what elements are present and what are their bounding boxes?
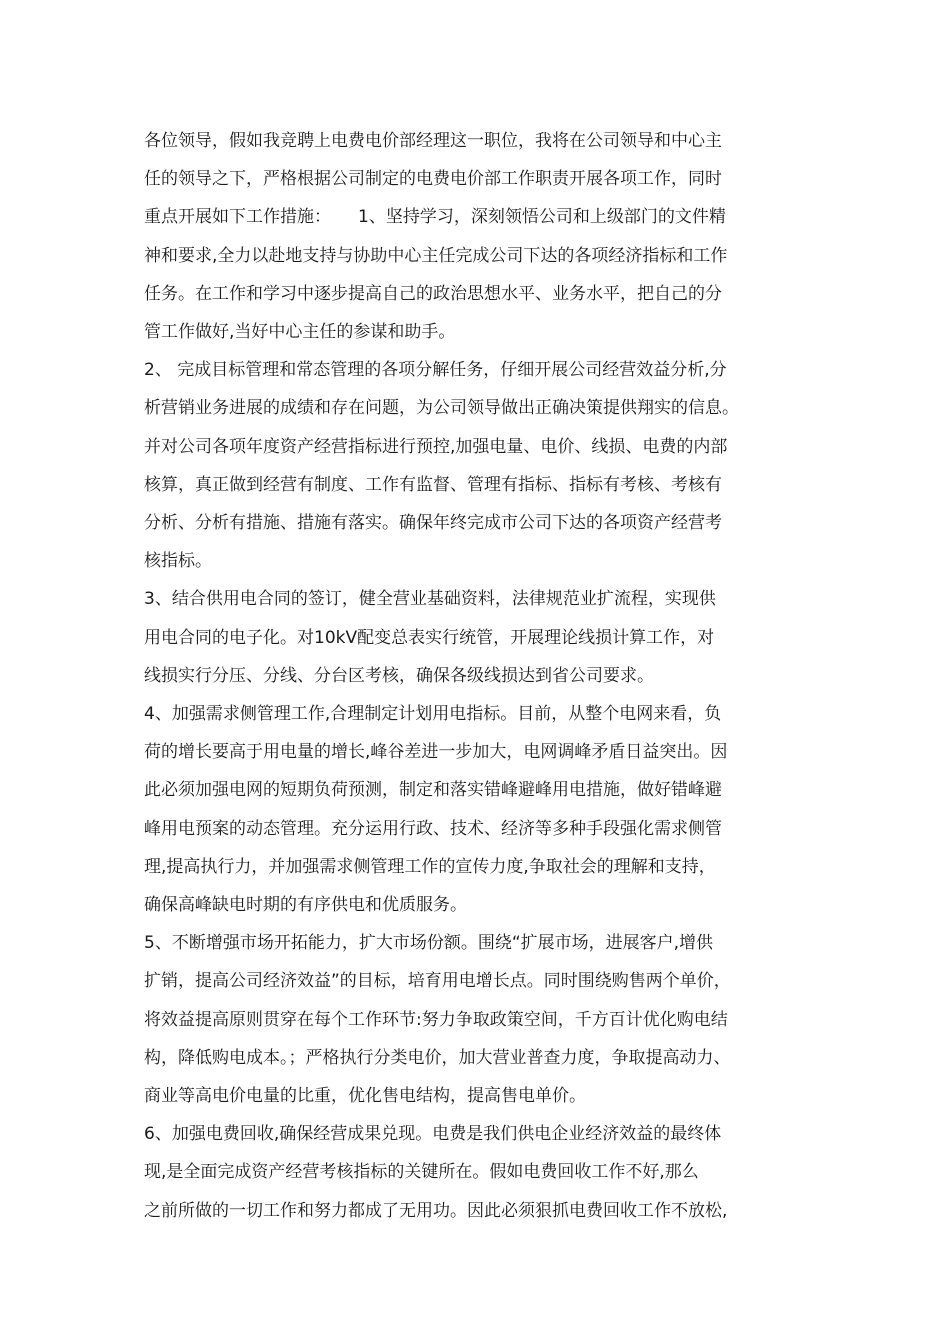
text-line: 此必须加强电网的短期负荷预测，制定和落实错峰避峰用电措施，做好错峰避 — [144, 780, 722, 801]
text-line: 6、加强电费回收,确保经营成果兑现。电费是我们供电企业经济效益的最终体 — [144, 1124, 722, 1145]
text-line: 分析、分析有措施、措施有落实。确保年终完成市公司下达的各项资产经营考 — [144, 513, 722, 534]
text-line: 任务。在工作和学习中逐步提高自己的政治思想水平、业务水平，把自己的分 — [144, 283, 722, 304]
paragraph-item-5 — [144, 924, 808, 1115]
text-line: 确保高峰缺电时期的有序供电和优质服务。 — [144, 895, 467, 916]
text-line: 5、不断增强市场开拓能力，扩大市场份额。围绕“扩展市场，进展客户,增供 — [144, 933, 714, 954]
text-line: 商业等高电价电量的比重，优化售电结构，提高售电单价。 — [144, 1086, 586, 1107]
document-body — [144, 122, 808, 1230]
text-line: 4、加强需求侧管理工作,合理制定计划用电指标。目前，从整个电网来看，负 — [144, 704, 722, 725]
text-line: 析营销业务进展的成绩和存在问题，为公司领导做出正确决策提供翔实的信息。 — [144, 398, 739, 419]
text-line: 神和要求,全力以赴地支持与协助中心主任完成公司下达的各项经济指标和工作 — [144, 245, 728, 266]
paragraph-item-2 — [144, 351, 808, 580]
paragraph-item-4 — [144, 695, 808, 924]
text-line: 荷的增长要高于用电量的增长,峰谷差进一步加大，电网调峰矛盾日益突出。因 — [144, 742, 728, 763]
text-line: 重点开展如下工作措施： 1、坚持学习，深刻领悟公司和上级部门的文件精 — [144, 207, 726, 228]
paragraph-item-6 — [144, 1115, 808, 1230]
text-line: 理,提高执行力，并加强需求侧管理工作的宣传力度,争取社会的理解和支持， — [144, 856, 716, 877]
text-line: 构，降低购电成本。；严格执行分类电价，加大营业普查力度，争取提高动力、 — [144, 1047, 731, 1068]
text-line: 现,是全面完成资产经营考核指标的关键所在。假如电费回收工作不好,那么 — [144, 1162, 699, 1183]
text-line: 用电合同的电子化。对10kV配变总表实行统管，开展理论线损计算工作，对 — [144, 627, 715, 648]
text-line: 各位领导，假如我竞聘上电费电价部经理这一职位，我将在公司领导和中心主 — [144, 131, 722, 151]
text-line: 核算，真正做到经营有制度、工作有监督、管理有指标、指标有考核、考核有 — [144, 474, 722, 495]
text-line: 并对公司各项年度资产经营指标进行预控,加强电量、电价、线损、电费的内部 — [144, 436, 728, 457]
text-line: 扩销，提高公司经济效益”的目标，培育用电增长点。同时围绕购售两个单价， — [144, 971, 731, 992]
text-line: 线损实行分压、分线、分台区考核，确保各级线损达到省公司要求。 — [144, 665, 654, 686]
paragraph-intro — [144, 122, 808, 351]
text-line: 2、 完成目标管理和常态管理的各项分解任务，仔细开展公司经营效益分析,分 — [144, 360, 727, 381]
paragraph-item-3 — [144, 580, 808, 695]
text-line: 之前所做的一切工作和努力都成了无用功。因此必须狠抓电费回收工作不放松, — [144, 1200, 728, 1221]
text-line: 任的领导之下，严格根据公司制定的电费电价部工作职责开展各项工作，同时 — [144, 169, 722, 190]
text-line: 将效益提高原则贯穿在每个工作环节:努力争取政策空间，千方百计优化购电结 — [144, 1009, 728, 1030]
text-line: 峰用电预案的动态管理。充分运用行政、技术、经济等多种手段强化需求侧管 — [144, 818, 722, 839]
text-line: 3、结合供用电合同的签订，健全营业基础资料，法律规范业扩流程，实现供 — [144, 589, 716, 610]
text-line: 核指标。 — [144, 551, 212, 572]
text-line: 管工作做好,当好中心主任的参谋和助手。 — [144, 322, 456, 343]
